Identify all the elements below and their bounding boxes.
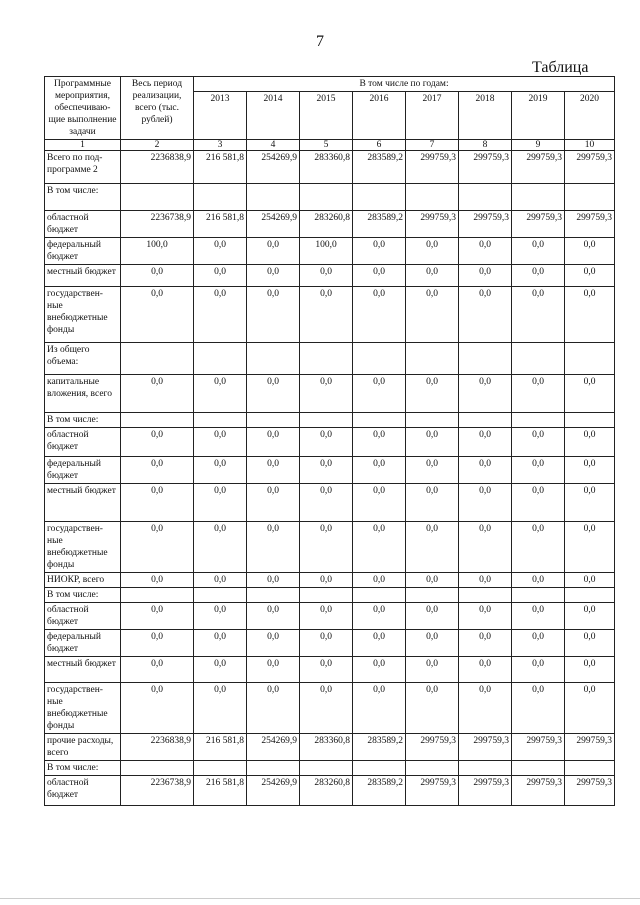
row-year-value: 0,0 [459, 573, 512, 588]
row-year-value: 0,0 [565, 457, 615, 484]
table-row [45, 428, 615, 457]
row-year-value: 0,0 [353, 287, 406, 343]
row-year-value: 0,0 [459, 484, 512, 522]
row-year-value: 0,0 [406, 457, 459, 484]
year-header: 2013 [194, 92, 247, 140]
row-year-value [353, 761, 406, 776]
row-label: Всего по под-программе 2 [45, 151, 121, 184]
column-number: 7 [406, 140, 459, 151]
row-year-value [247, 184, 300, 211]
row-year-value: 254269,9 [247, 776, 300, 806]
row-year-value: 0,0 [194, 287, 247, 343]
page-bottom-edge [0, 898, 640, 899]
row-year-value: 216 581,8 [194, 211, 247, 238]
row-year-value: 0,0 [406, 657, 459, 683]
row-year-value: 283589,2 [353, 734, 406, 761]
row-label: прочие расходы, всего [45, 734, 121, 761]
row-year-value: 0,0 [194, 630, 247, 657]
table-row [45, 211, 615, 238]
row-total-value: 0,0 [121, 287, 194, 343]
row-year-value: 299759,3 [406, 734, 459, 761]
row-label: местный бюджет [45, 657, 121, 683]
row-year-value: 0,0 [565, 522, 615, 573]
table-row [45, 343, 615, 375]
row-year-value: 0,0 [300, 683, 353, 734]
table-row [45, 734, 615, 761]
row-year-value [406, 343, 459, 375]
row-year-value: 254269,9 [247, 211, 300, 238]
row-year-value [353, 343, 406, 375]
row-year-value: 283589,2 [353, 211, 406, 238]
table-row [45, 265, 615, 287]
row-year-value [353, 413, 406, 428]
row-label: государствен-ные внебюджетные фонды [45, 683, 121, 734]
row-year-value: 0,0 [565, 375, 615, 413]
row-label: областной бюджет [45, 776, 121, 806]
table-row [45, 184, 615, 211]
row-year-value: 0,0 [300, 287, 353, 343]
row-year-value: 0,0 [565, 603, 615, 630]
table-row [45, 657, 615, 683]
row-year-value: 0,0 [406, 683, 459, 734]
row-year-value: 299759,3 [459, 734, 512, 761]
row-label: государствен-ные внебюджетные фонды [45, 287, 121, 343]
row-label: областной бюджет [45, 211, 121, 238]
row-total-value [121, 343, 194, 375]
row-year-value: 0,0 [406, 603, 459, 630]
row-year-value: 0,0 [194, 683, 247, 734]
row-year-value: 299759,3 [512, 151, 565, 184]
row-year-value [247, 761, 300, 776]
row-year-value: 0,0 [406, 573, 459, 588]
column-header-total: Весь период реализации, всего (тыс. рублей) [121, 77, 194, 140]
row-year-value: 0,0 [406, 522, 459, 573]
row-year-value: 0,0 [459, 683, 512, 734]
row-year-value: 299759,3 [406, 776, 459, 806]
row-year-value [406, 184, 459, 211]
column-number: 4 [247, 140, 300, 151]
row-year-value: 0,0 [247, 238, 300, 265]
table-row [45, 630, 615, 657]
row-year-value: 0,0 [194, 522, 247, 573]
row-year-value [247, 343, 300, 375]
row-total-value: 2236738,9 [121, 211, 194, 238]
row-year-value: 0,0 [512, 265, 565, 287]
row-total-value: 0,0 [121, 630, 194, 657]
row-year-value: 0,0 [565, 630, 615, 657]
row-year-value: 0,0 [353, 265, 406, 287]
row-year-value: 0,0 [459, 238, 512, 265]
column-number: 3 [194, 140, 247, 151]
row-year-value: 216 581,8 [194, 776, 247, 806]
row-year-value [459, 761, 512, 776]
column-number: 10 [565, 140, 615, 151]
row-year-value: 0,0 [459, 287, 512, 343]
row-year-value: 0,0 [512, 484, 565, 522]
row-year-value [194, 413, 247, 428]
row-year-value: 0,0 [565, 657, 615, 683]
table-row [45, 776, 615, 806]
year-header: 2018 [459, 92, 512, 140]
row-year-value: 0,0 [300, 484, 353, 522]
row-year-value: 0,0 [247, 457, 300, 484]
row-year-value: 254269,9 [247, 151, 300, 184]
row-year-value: 283360,8 [300, 734, 353, 761]
row-total-value: 0,0 [121, 265, 194, 287]
row-year-value: 0,0 [247, 573, 300, 588]
table-row [45, 151, 615, 184]
row-year-value: 0,0 [459, 603, 512, 630]
row-year-value [406, 761, 459, 776]
row-label: капитальные вложения, всего [45, 375, 121, 413]
row-year-value: 0,0 [459, 657, 512, 683]
column-number: 8 [459, 140, 512, 151]
year-header: 2019 [512, 92, 565, 140]
row-total-value: 0,0 [121, 603, 194, 630]
row-year-value [512, 413, 565, 428]
row-year-value: 0,0 [565, 484, 615, 522]
table-row [45, 238, 615, 265]
column-number: 6 [353, 140, 406, 151]
row-year-value: 0,0 [353, 428, 406, 457]
row-year-value: 0,0 [512, 683, 565, 734]
row-year-value: 0,0 [565, 683, 615, 734]
row-label: федеральный бюджет [45, 457, 121, 484]
row-label: областной бюджет [45, 603, 121, 630]
row-label: НИОКР, всего [45, 573, 121, 588]
row-year-value [300, 588, 353, 603]
table-row [45, 603, 615, 630]
row-year-value [194, 588, 247, 603]
table-row [45, 375, 615, 413]
table-row [45, 484, 615, 522]
table-row [45, 413, 615, 428]
row-year-value [247, 413, 300, 428]
row-year-value: 0,0 [406, 238, 459, 265]
row-year-value: 299759,3 [459, 151, 512, 184]
row-year-value: 0,0 [565, 238, 615, 265]
row-year-value: 0,0 [512, 375, 565, 413]
row-year-value: 0,0 [247, 683, 300, 734]
budget-table [44, 76, 615, 806]
column-number-row [45, 140, 615, 151]
table-body [45, 140, 615, 806]
row-year-value: 0,0 [300, 375, 353, 413]
row-year-value: 0,0 [512, 428, 565, 457]
row-year-value [512, 761, 565, 776]
row-year-value: 0,0 [247, 522, 300, 573]
row-year-value: 0,0 [459, 428, 512, 457]
year-header: 2017 [406, 92, 459, 140]
row-label: государствен-ные внебюджетные фонды [45, 522, 121, 573]
row-year-value: 0,0 [300, 630, 353, 657]
row-year-value [194, 343, 247, 375]
row-year-value [565, 184, 615, 211]
row-year-value [512, 184, 565, 211]
column-number: 1 [45, 140, 121, 151]
row-year-value [512, 588, 565, 603]
row-label: местный бюджет [45, 484, 121, 522]
row-year-value: 0,0 [512, 657, 565, 683]
row-year-value: 299759,3 [565, 211, 615, 238]
row-year-value: 0,0 [353, 657, 406, 683]
row-year-value [565, 343, 615, 375]
row-year-value [406, 588, 459, 603]
row-year-value: 0,0 [459, 522, 512, 573]
row-year-value: 0,0 [512, 457, 565, 484]
row-year-value: 0,0 [194, 265, 247, 287]
year-header: 2014 [247, 92, 300, 140]
row-year-value: 299759,3 [565, 151, 615, 184]
row-year-value: 0,0 [247, 287, 300, 343]
row-year-value [459, 343, 512, 375]
header-row-1 [45, 77, 615, 92]
row-year-value: 0,0 [353, 484, 406, 522]
row-year-value [300, 761, 353, 776]
row-year-value: 299759,3 [512, 211, 565, 238]
row-year-value: 0,0 [194, 603, 247, 630]
row-year-value: 299759,3 [459, 776, 512, 806]
row-year-value: 0,0 [459, 375, 512, 413]
row-label: местный бюджет [45, 265, 121, 287]
row-year-value: 0,0 [512, 603, 565, 630]
row-year-value: 0,0 [247, 375, 300, 413]
row-year-value: 0,0 [194, 657, 247, 683]
row-year-value [194, 761, 247, 776]
table-row [45, 287, 615, 343]
row-year-value [406, 413, 459, 428]
row-year-value: 0,0 [194, 484, 247, 522]
row-year-value [353, 184, 406, 211]
row-year-value: 0,0 [459, 265, 512, 287]
row-year-value [459, 588, 512, 603]
row-year-value: 0,0 [300, 265, 353, 287]
row-year-value: 0,0 [300, 573, 353, 588]
row-year-value: 283260,8 [300, 776, 353, 806]
column-number: 9 [512, 140, 565, 151]
row-total-value [121, 184, 194, 211]
table-caption: Таблица [532, 59, 589, 76]
row-year-value: 0,0 [300, 657, 353, 683]
row-year-value: 299759,3 [565, 776, 615, 806]
row-total-value: 0,0 [121, 573, 194, 588]
row-year-value: 0,0 [406, 375, 459, 413]
row-year-value: 0,0 [194, 375, 247, 413]
row-year-value: 0,0 [247, 428, 300, 457]
row-total-value: 0,0 [121, 428, 194, 457]
row-year-value: 0,0 [247, 484, 300, 522]
row-year-value: 299759,3 [459, 211, 512, 238]
row-year-value: 0,0 [406, 428, 459, 457]
row-year-value: 0,0 [353, 375, 406, 413]
row-year-value: 0,0 [406, 265, 459, 287]
row-year-value: 0,0 [406, 484, 459, 522]
row-year-value: 283589,2 [353, 776, 406, 806]
row-year-value: 0,0 [300, 522, 353, 573]
row-year-value: 0,0 [194, 428, 247, 457]
row-year-value [300, 413, 353, 428]
column-number: 5 [300, 140, 353, 151]
row-year-value: 0,0 [565, 428, 615, 457]
row-label: федеральный бюджет [45, 238, 121, 265]
row-year-value [459, 184, 512, 211]
row-label: В том числе: [45, 761, 121, 776]
row-year-value: 0,0 [512, 522, 565, 573]
table-row [45, 457, 615, 484]
row-year-value: 0,0 [247, 657, 300, 683]
row-year-value: 0,0 [247, 603, 300, 630]
row-year-value: 0,0 [300, 457, 353, 484]
row-year-value: 0,0 [512, 573, 565, 588]
row-year-value: 299759,3 [512, 734, 565, 761]
row-year-value: 0,0 [512, 630, 565, 657]
table-row [45, 573, 615, 588]
row-year-value: 0,0 [194, 457, 247, 484]
row-year-value: 0,0 [194, 238, 247, 265]
row-year-value: 0,0 [406, 630, 459, 657]
row-total-value: 0,0 [121, 375, 194, 413]
column-header-years-group: В том числе по годам: [194, 77, 615, 92]
row-total-value: 100,0 [121, 238, 194, 265]
row-year-value [512, 343, 565, 375]
row-year-value: 0,0 [565, 287, 615, 343]
row-year-value: 283260,8 [300, 211, 353, 238]
row-year-value: 0,0 [512, 238, 565, 265]
row-label: В том числе: [45, 588, 121, 603]
row-year-value [353, 588, 406, 603]
table-row [45, 683, 615, 734]
row-year-value: 254269,9 [247, 734, 300, 761]
column-header-name: Программные мероприятия, обеспечиваю-щие выполнение задачи [45, 77, 121, 140]
row-year-value [194, 184, 247, 211]
row-year-value [565, 761, 615, 776]
row-year-value: 299759,3 [406, 151, 459, 184]
row-year-value: 0,0 [406, 287, 459, 343]
row-year-value: 0,0 [565, 265, 615, 287]
row-year-value: 0,0 [512, 287, 565, 343]
row-total-value: 0,0 [121, 457, 194, 484]
row-year-value [247, 588, 300, 603]
row-year-value: 216 581,8 [194, 151, 247, 184]
row-year-value: 0,0 [353, 630, 406, 657]
row-total-value: 2236838,9 [121, 734, 194, 761]
page-number: 7 [316, 33, 324, 50]
row-year-value: 0,0 [300, 428, 353, 457]
row-year-value [300, 343, 353, 375]
table-row [45, 522, 615, 573]
row-year-value: 0,0 [353, 238, 406, 265]
row-total-value [121, 761, 194, 776]
row-year-value: 0,0 [353, 603, 406, 630]
row-total-value [121, 588, 194, 603]
table-row [45, 761, 615, 776]
row-label: областной бюджет [45, 428, 121, 457]
row-total-value: 0,0 [121, 522, 194, 573]
row-year-value: 299759,3 [406, 211, 459, 238]
row-total-value: 0,0 [121, 683, 194, 734]
year-header: 2020 [565, 92, 615, 140]
row-year-value: 0,0 [459, 457, 512, 484]
row-total-value: 2236838,9 [121, 151, 194, 184]
row-label: В том числе: [45, 413, 121, 428]
row-year-value: 283589,2 [353, 151, 406, 184]
row-year-value: 0,0 [194, 573, 247, 588]
row-year-value [565, 413, 615, 428]
row-year-value: 0,0 [459, 630, 512, 657]
row-label: В том числе: [45, 184, 121, 211]
row-year-value [459, 413, 512, 428]
row-total-value: 2236738,9 [121, 776, 194, 806]
row-year-value [565, 588, 615, 603]
row-label: Из общего объема: [45, 343, 121, 375]
row-year-value: 0,0 [353, 683, 406, 734]
row-year-value: 0,0 [353, 457, 406, 484]
row-year-value: 283360,8 [300, 151, 353, 184]
row-label: федеральный бюджет [45, 630, 121, 657]
row-total-value: 0,0 [121, 657, 194, 683]
row-year-value: 216 581,8 [194, 734, 247, 761]
row-year-value: 0,0 [353, 522, 406, 573]
table-row [45, 588, 615, 603]
row-year-value [300, 184, 353, 211]
row-year-value: 299759,3 [512, 776, 565, 806]
row-year-value: 0,0 [247, 630, 300, 657]
column-number: 2 [121, 140, 194, 151]
row-year-value: 0,0 [565, 573, 615, 588]
row-year-value: 0,0 [300, 603, 353, 630]
row-year-value: 299759,3 [565, 734, 615, 761]
row-year-value: 100,0 [300, 238, 353, 265]
row-year-value: 0,0 [353, 573, 406, 588]
year-header: 2015 [300, 92, 353, 140]
row-total-value [121, 413, 194, 428]
row-year-value: 0,0 [247, 265, 300, 287]
row-total-value: 0,0 [121, 484, 194, 522]
year-header: 2016 [353, 92, 406, 140]
